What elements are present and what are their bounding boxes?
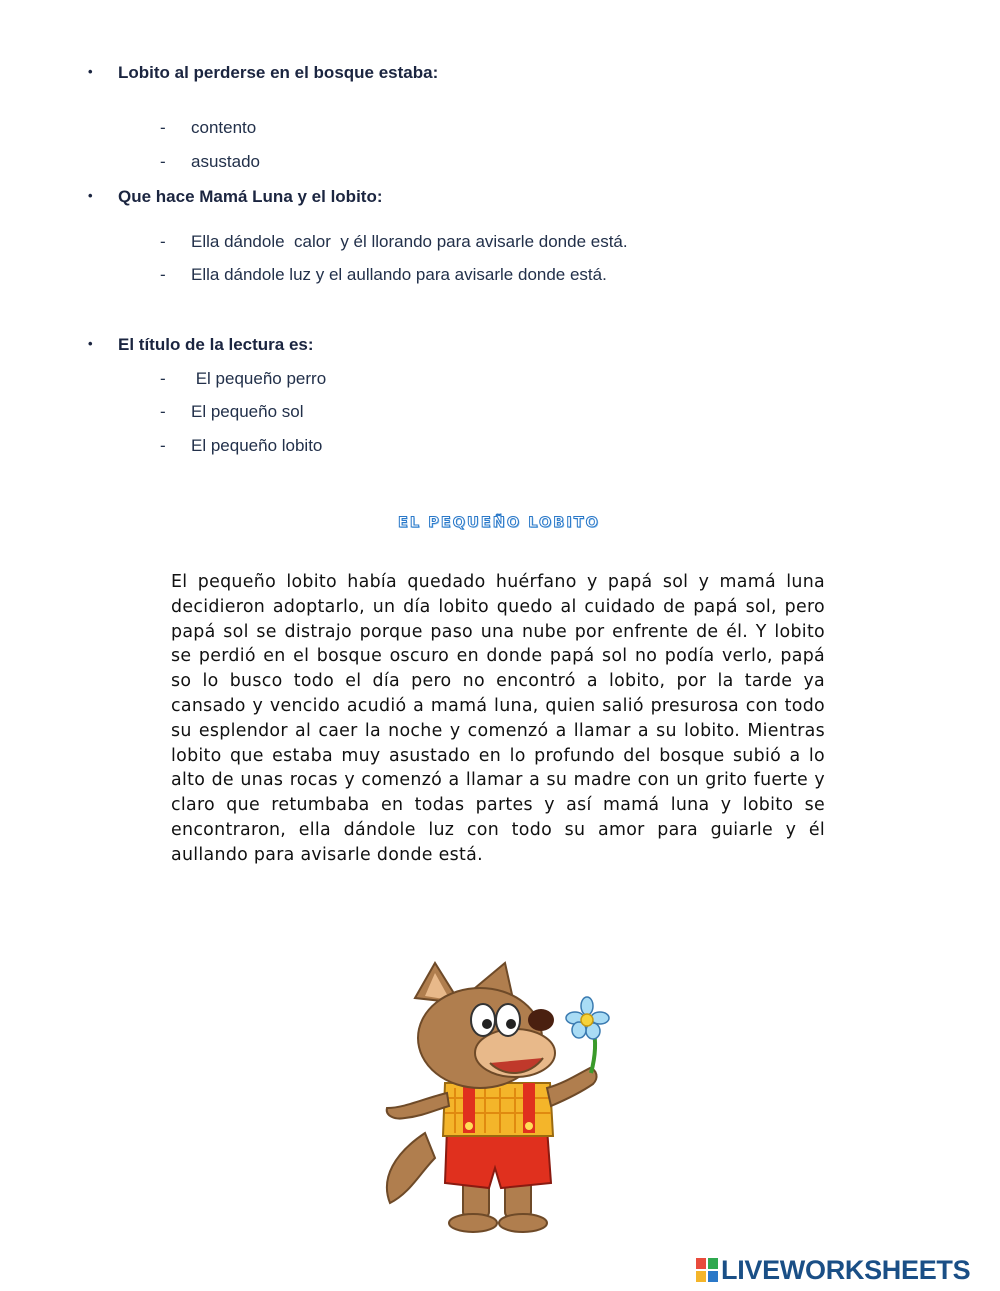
question-2-text: Que hace Mamá Luna y el lobito: — [118, 187, 383, 206]
bullet: • — [88, 188, 93, 203]
dash: - — [160, 436, 166, 455]
dash: - — [160, 232, 166, 251]
question-3-option-2[interactable] — [160, 402, 303, 422]
question-1-option-1[interactable] — [160, 118, 256, 138]
dash: - — [160, 152, 166, 171]
wolf-with-flower-illustration — [365, 958, 635, 1240]
question-3 — [88, 335, 314, 355]
question-1-text: Lobito al perderse en el bosque estaba: — [118, 63, 439, 82]
dash: - — [160, 118, 166, 137]
question-1 — [88, 63, 438, 83]
liveworksheets-brand[interactable] — [696, 1255, 970, 1285]
option-text: Ella dándole calor y él llorando para avisarle donde está. — [191, 232, 628, 251]
question-2-option-1[interactable] — [160, 232, 628, 252]
dash: - — [160, 265, 166, 284]
liveworksheets-logo-icon — [696, 1258, 718, 1282]
brand-name: LIVEWORKSHEETS — [721, 1254, 971, 1285]
question-2-option-2[interactable] — [160, 265, 607, 285]
bullet: • — [88, 64, 93, 79]
dash: - — [160, 402, 166, 421]
option-text: El pequeño sol — [191, 402, 304, 421]
dash: - — [160, 369, 166, 388]
question-3-option-1[interactable] — [160, 369, 326, 389]
option-text: asustado — [191, 152, 260, 171]
question-3-option-3[interactable] — [160, 436, 322, 456]
option-text: El pequeño lobito — [191, 436, 323, 455]
question-1-option-2[interactable] — [160, 152, 260, 172]
story-text: El pequeño lobito había quedado huérfano y papá sol y mamá luna decidieron adoptarlo, un día lobito quedo al cuidado de papá sol, pero papá sol se distrajo porque paso una nube por enfrente de él. Y lobito se perdió en el bosque oscuro en donde papá sol no podía verlo, papá so lo busco todo el día pero no encontró a lobito, por la tarde ya cansado y vencido acudió a mamá luna, quien salió presurosa con todo su esplendor al caer la noche y comenzó a llamar a su lobito. Mientras lobito que estaba muy asustado en lo profundo del bosque subió a lo alto de unas rocas y comenzó a llamar a su madre con un grito fuerte y claro que retumbaba en todas partes y así mamá luna y lobito se encontraron, ella dándole luz con todo su amor para guiarle y él aullando para avisarle donde está. — [171, 572, 825, 865]
option-text: El pequeño perro — [191, 369, 327, 388]
question-2 — [88, 187, 383, 207]
question-3-text: El título de la lectura es: — [118, 335, 314, 354]
story-title: EL PEQUEÑO LOBITO — [398, 515, 600, 531]
bullet: • — [88, 336, 93, 351]
option-text: Ella dándole luz y el aullando para avisarle donde está. — [191, 265, 607, 284]
option-text: contento — [191, 118, 257, 137]
